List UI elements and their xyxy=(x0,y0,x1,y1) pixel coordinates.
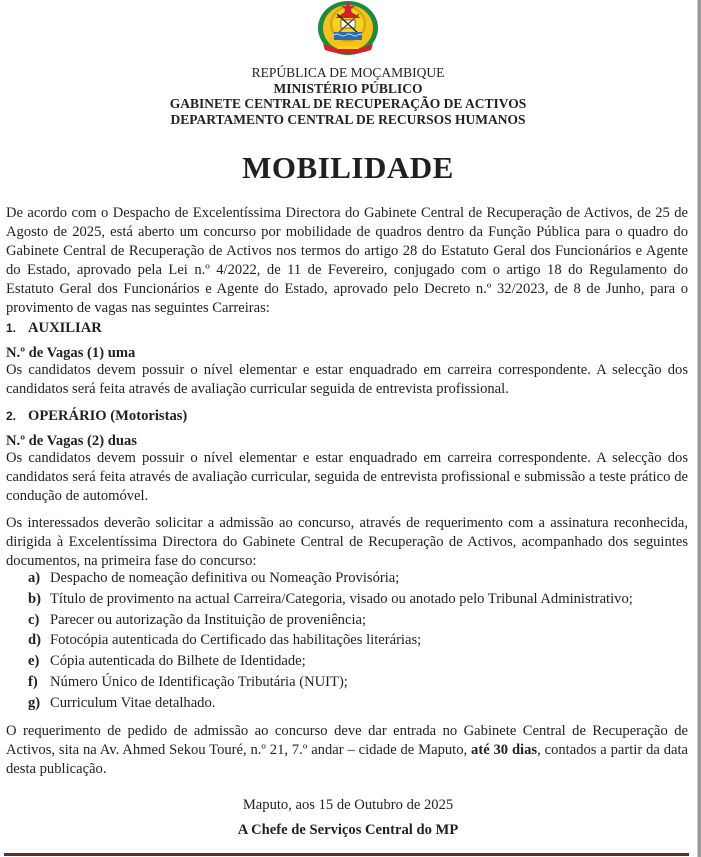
list-text: Cópia autenticada do Bilhete de Identidade; xyxy=(50,653,306,670)
ministry-name: MINISTÉRIO PÚBLICO xyxy=(273,80,423,96)
list-letter: e) xyxy=(28,653,40,670)
list-text: Fotocópia autenticada do Certificado das habilitações literárias; xyxy=(50,632,422,649)
list-text: Despacho de nomeação definitiva ou Nomeação Provisória; xyxy=(50,570,400,586)
deadline-text: até 30 dias xyxy=(471,742,538,758)
submission-paragraph xyxy=(6,722,688,779)
page-title: MOBILIDADE xyxy=(242,150,454,185)
list-item xyxy=(28,568,633,589)
intro-paragraph: De acordo com o Despacho de Excelentíssima Directora do Gabinete Central de Recuperação de Activos, de 25 de Agosto de 2025, está aberto um concurso por mobilidade de quadros dentro da Função Pública para o quadro do Gabinete Central de Recuperação de Activos nos termos do artigo 28 do Estatuto Geral dos Funcionários e Agente do Estado, aprovado pela Lei n.º 4/2022, de 11 de Fevereiro, conjugado com o artigo 18 do Regulamento do Estatuto Geral dos Funcionários e Agente do Estado, aprovado pelo Decreto n.º 32/2023, de 8 de Junho, para o provimento de vagas nas seguintes Carreiras: xyxy=(6,205,688,316)
section-heading-operario xyxy=(6,408,187,425)
coat-of-arms-icon xyxy=(313,0,383,60)
page-edge-border xyxy=(697,0,701,857)
list-letter: f) xyxy=(28,673,38,690)
list-item xyxy=(28,630,633,651)
required-documents-list xyxy=(28,568,633,714)
date-line: Maputo, aos 15 de Outubro de 2025 xyxy=(242,797,454,813)
section-name: AUXILIAR xyxy=(28,320,102,336)
list-text: Número Único de Identificação Tributária (NUIT); xyxy=(50,673,348,690)
list-item xyxy=(28,693,633,714)
department-name: DEPARTAMENTO CENTRAL DE RECURSOS HUMANOS xyxy=(170,111,526,127)
list-text: Título de provimento na actual Carreira/Categoria, visado ou anotado pelo Tribunal Administrativo; xyxy=(50,590,633,607)
list-letter: b) xyxy=(28,590,41,607)
section-description: Os candidatos devem possuir o nível elementar e estar enquadrado em carreira correspondente. A selecção dos candidatos será feita através de avaliação curricular, seguida de entrevista profissional e submissão a teste prático de condução de automóvel. xyxy=(6,450,688,504)
submission-text: O requerimento de pedido de admissão ao concurso deve dar entrada no Gabinete Central de Recuperação de Activos, sita na Av. Ahmed Sekou Touré, n.º 21, 7.º andar – cidade de Maputo, xyxy=(6,723,688,758)
list-letter: c) xyxy=(28,611,40,628)
country-name: REPÚBLICA DE MOÇAMBIQUE xyxy=(251,65,445,80)
vagas-count: N.º de Vagas (1) uma xyxy=(6,345,136,361)
section-description: Os candidatos devem possuir o nível elementar e estar enquadrado em carreira correspondente. A selecção dos candidatos será feita através de avaliação curricular seguida de entrevista profissional. xyxy=(6,362,688,397)
office-name: GABINETE CENTRAL DE RECUPERAÇÃO DE ACTIVOS xyxy=(169,96,527,111)
list-item xyxy=(28,589,633,610)
submission-text-end: , contados a partir da data desta publicação. xyxy=(6,742,688,777)
section-name: OPERÁRIO (Motoristas) xyxy=(28,408,188,424)
list-item xyxy=(28,672,633,693)
list-item xyxy=(28,610,633,631)
application-paragraph: Os interessados deverão solicitar a admissão ao concurso, através de requerimento com a assinatura reconhecida, dirigida à Excelentíssima Directora do Gabinete Central de Recuperação de Activos, acompanhado dos seguintes documentos, na primeira fase do concurso: xyxy=(6,515,688,569)
list-letter: a) xyxy=(28,570,41,586)
document-header xyxy=(0,65,696,127)
list-text: Curriculum Vitae detalhado. xyxy=(50,694,216,711)
list-item xyxy=(28,651,633,672)
list-text: Parecer ou autorização da Instituição de proveniência; xyxy=(50,611,367,628)
signer-title: A Chefe de Serviços Central do MP xyxy=(237,822,459,838)
section-heading-auxiliar xyxy=(6,320,102,337)
section-number: 1. xyxy=(6,321,17,335)
bottom-divider xyxy=(4,853,689,856)
list-letter: g) xyxy=(28,694,41,711)
section-number: 2. xyxy=(6,409,17,423)
list-letter: d) xyxy=(28,632,41,649)
vagas-count: N.º de Vagas (2) duas xyxy=(6,433,137,449)
